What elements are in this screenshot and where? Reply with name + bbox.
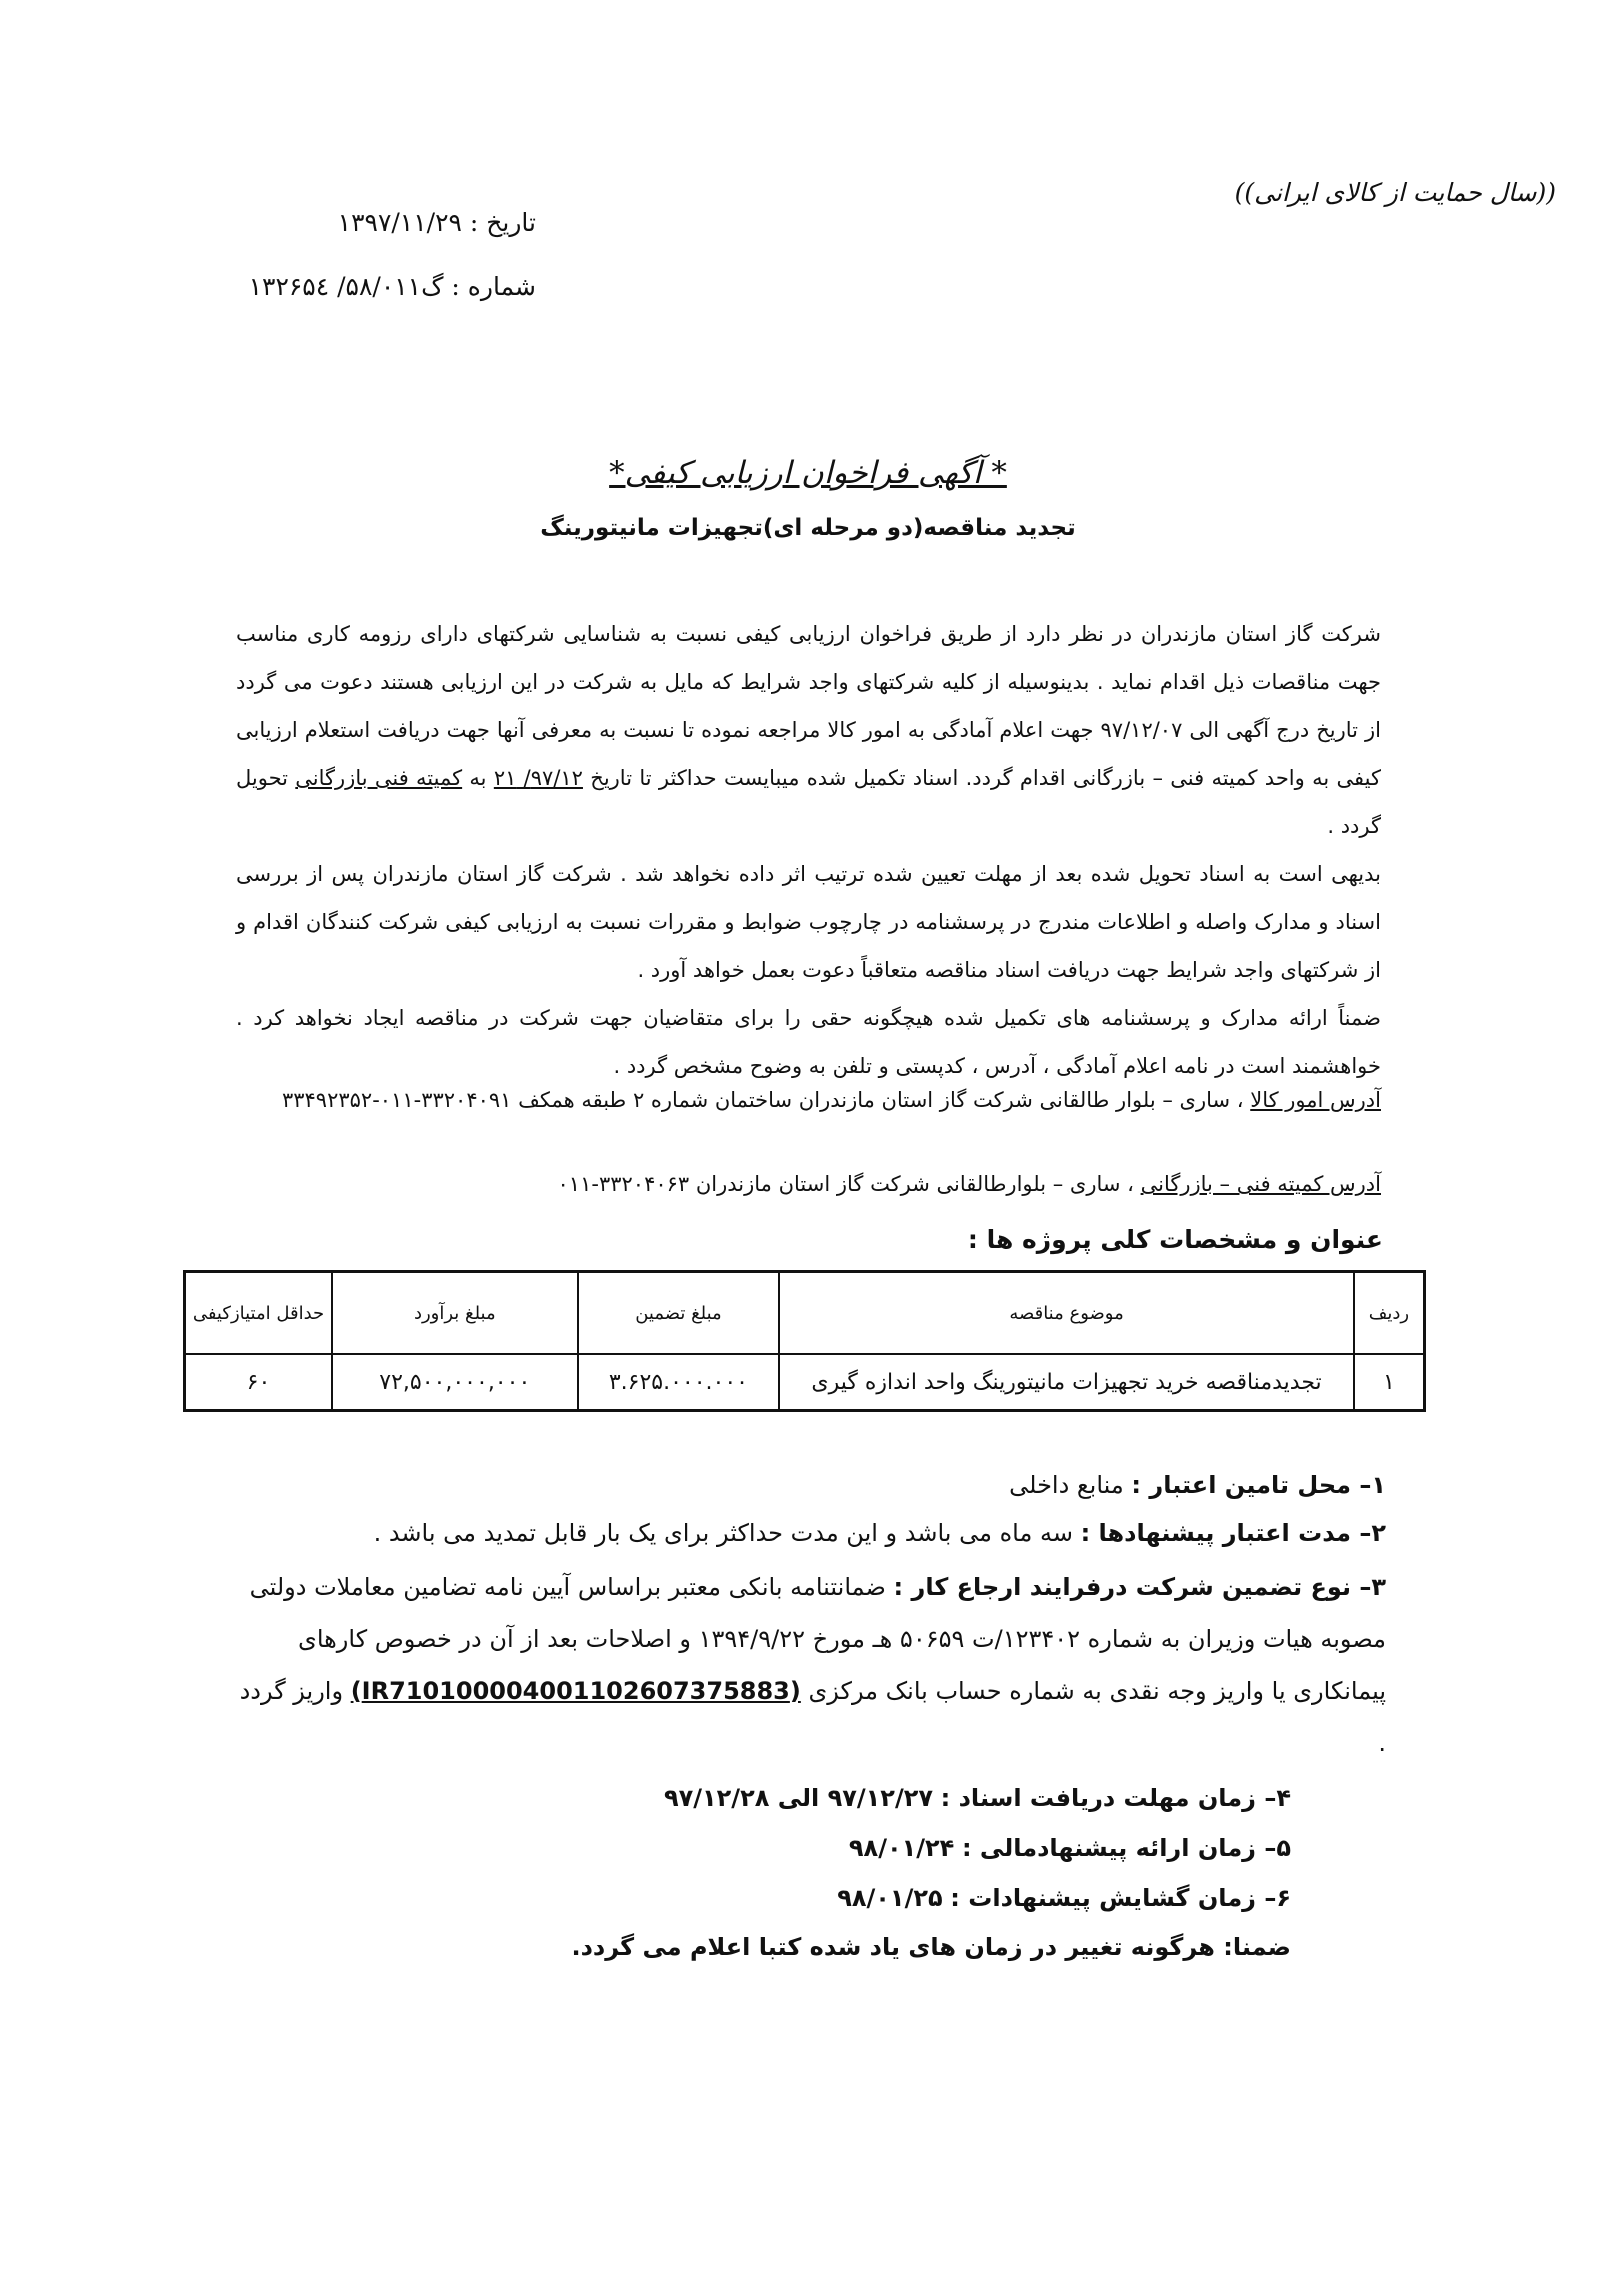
address-committee-text: ، ساری – بلوارطالقانی شرکت گاز استان مازندران ۳۳۲۰۴۰۶۳-۰۱۱ — [557, 1172, 1134, 1196]
cell-guarantee: ۳.۶۲۵.۰۰۰.۰۰۰ — [578, 1354, 780, 1411]
cell-row: ۱ — [1354, 1354, 1425, 1411]
list-item — [236, 1465, 1386, 1505]
slogan: ((سال حمایت از کالای ایرانی)) — [1234, 178, 1556, 207]
paragraph-1-to: به — [469, 766, 487, 790]
item-3-label: ۳– نوع تضمین شرکت درفرایند ارجاع کار : — [893, 1573, 1386, 1601]
col-min-score: حداقل امتیازکیفی — [185, 1272, 333, 1355]
paragraph-1-text: شرکت گاز استان مازندران در نظر دارد از طریق فراخوان ارزیابی کیفی نسبت به شناسایی شرکتهای دارای رزومه کاری مناسب جهت مناقصات ذیل اقدام نماید . بدینوسیله از کلیه شرکتهای واجد شرایط که مایل به شرکت در این ارزیابی هستند دعوت می گردد از تاریخ درج آگهی الی ۹۷/۱۲/۰۷ جهت اعلام آمادگی به امور کالا مراجعه نموده تا نسبت به معرفی آنها جهت دریافت استعلام ارزیابی کیفی به واحد کمیته فنی – بازرگانی اقدام گردد. اسناد تکمیل شده میبایست حداکثر تا تاریخ — [236, 622, 1382, 790]
address-procurement-text: ، ساری – بلوار طالقانی شرکت گاز استان مازندران ساختمان شماره ۲ طبقه همکف ۳۳۲۰۴۰۹۱-۰۱۱-۳۳۴۹۲۳۵۲ — [281, 1088, 1244, 1112]
list-item — [236, 1561, 1386, 1769]
col-row: ردیف — [1354, 1272, 1425, 1355]
letter-date: تاریخ : ۱۳۹۷/۱۱/۲۹ — [337, 208, 536, 237]
cell-min-score: ۶۰ — [185, 1354, 333, 1411]
item-5-text: ۹۸/۰۱/۲۴ — [848, 1834, 955, 1862]
table-row — [185, 1354, 1425, 1411]
deadline-date: ۹۷/۱۲/ ۲۱ — [493, 766, 583, 790]
item-3-text: ضمانتنامه بانکی معتبر براساس آیین نامه تضامین معاملات دولتی مصوبه هیات وزیران به شماره ۱۲۳۴۰۲/ت ۵۰۶۵۹ هـ مورخ ۱۳۹۴/۹/۲۲ و اصلاحات بعد از آن در خصوص کارهای پیمانکاری یا واریز وجه نقدی به شماره حساب بانک مرکزی — [249, 1573, 1386, 1705]
col-guarantee: مبلغ تضمین — [578, 1272, 780, 1355]
page-title: * آگهی فراخوان ارزیابی کیفی* — [609, 455, 1007, 491]
conditions-list — [236, 1465, 1386, 1971]
section-title: عنوان و مشخصات کلی پروژه ها : — [967, 1225, 1383, 1254]
cell-estimate: ۷۲,۵۰۰,۰۰۰,۰۰۰ — [332, 1354, 578, 1411]
item-1-text: منابع داخلی — [1009, 1471, 1124, 1499]
list-item — [236, 1873, 1386, 1923]
item-4-text: ۹۷/۱۲/۲۷ الی ۹۷/۱۲/۲۸ — [663, 1784, 934, 1812]
paragraph-3: ضمناً ارائه مدارک و پرسشنامه های تکمیل شده هیچگونه حقی را برای متقاضیان جهت شرکت در مناقصه ایجاد نخواهد کرد . خواهشمند است در نامه اعلام آمادگی ، آدرس ، کدپستی و تلفن به وضوح مشخص گردد . — [236, 1006, 1381, 1078]
address-committee-label: آدرس کمیته فنی – بازرگانی — [1140, 1172, 1381, 1196]
page-subtitle: تجدید مناقصه(دو مرحله ای)تجهیزات مانیتورینگ — [540, 515, 1076, 541]
body-text — [236, 610, 1381, 1090]
item-1-label: ۱– محل تامین اعتبار : — [1131, 1471, 1386, 1499]
paragraph-2: بدیهی است به اسناد تحویل شده بعد از مهلت تعیین شده ترتیب اثر داده نخواهد شد . شرکت گاز استان مازندران پس از بررسی اسناد و مدارک واصله و اطلاعات مندرج در پرسشنامه در چارچوب ضوابط و مقررات نسبت به ارزیابی کیفی شرکت کنندگان اقدام و از شرکتهای واجد شرایط جهت دریافت اسناد مناقصه متعاقباً دعوت بعمل خواهد آورد . — [236, 862, 1381, 982]
note: ضمنا: هرگونه تغییر در زمان های یاد شده کتبا اعلام می گردد. — [571, 1933, 1291, 1961]
committee-name: کمیته فنی بازرگانی — [295, 766, 463, 790]
paragraph-1 — [236, 610, 1381, 850]
iban: (IR710100004001102607375883) — [350, 1677, 801, 1705]
list-item — [236, 1773, 1386, 1823]
col-subject: موضوع مناقصه — [779, 1272, 1354, 1355]
item-5-label: ۵– زمان ارائه پیشنهادمالی : — [961, 1834, 1291, 1862]
letter-number: شماره : گ۵۸/۰۱۱/ ۱۳۲۶۵٤ — [248, 272, 536, 301]
col-estimate: مبلغ برآورد — [332, 1272, 578, 1355]
address-procurement — [236, 1078, 1381, 1123]
item-6-text: ۹۸/۰۱/۲۵ — [837, 1884, 943, 1912]
list-item — [236, 1823, 1386, 1873]
address-procurement-label: آدرس امور کالا — [1250, 1088, 1381, 1112]
paragraph-1-end: تحویل گردد . — [236, 766, 1381, 838]
table-header-row — [185, 1272, 1425, 1355]
address-committee — [236, 1172, 1381, 1196]
cell-subject: تجدیدمناقصه خرید تجهیزات مانیتورینگ واحد اندازه گیری — [779, 1354, 1354, 1411]
list-item — [236, 1513, 1386, 1553]
item-6-label: ۶– زمان گشایش پیشنهادات : — [950, 1884, 1291, 1912]
item-2-label: ۲– مدت اعتبار پیشنهادها : — [1080, 1519, 1386, 1547]
item-3-end: واریز گردد . — [239, 1677, 1386, 1757]
item-4-label: ۴– زمان مهلت دریافت اسناد : — [940, 1784, 1291, 1812]
item-2-text: سه ماه می باشد و این مدت حداکثر برای یک بار قابل تمدید می باشد . — [373, 1519, 1073, 1547]
projects-table — [183, 1270, 1426, 1412]
